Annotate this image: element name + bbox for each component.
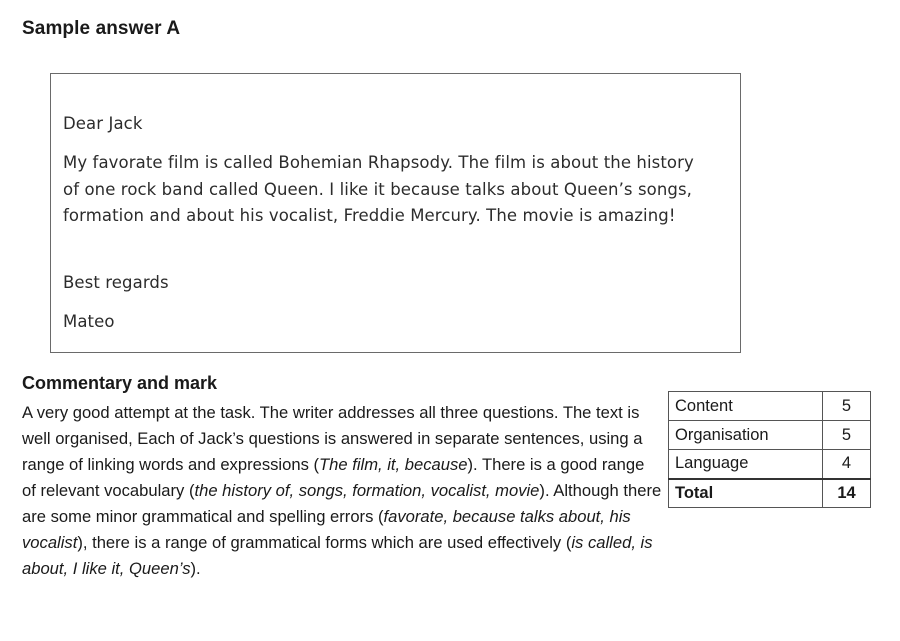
letter-signature: Mateo — [63, 312, 115, 331]
marks-row-language — [669, 450, 871, 479]
page-heading: Sample answer A — [22, 18, 181, 39]
criterion-score: 5 — [823, 421, 871, 450]
criterion-label: Content — [669, 392, 823, 421]
commentary-segment: ), there is a range of grammatical forms which are used effectively ( — [77, 533, 572, 552]
sample-letter — [50, 73, 741, 353]
commentary-example: favorate, because talks about, his vocalist — [22, 507, 631, 552]
letter-body: My favorate film is called Bohemian Rhapsody. The film is about the history of one rock band called Queen. I like it because talks about Queen’s songs, formation and about his vocalist, Freddie Mercury. The movie is amazing! — [63, 153, 694, 225]
commentary-text — [22, 400, 662, 582]
criterion-label: Language — [669, 450, 823, 479]
commentary-example: is called, is about, I like it, Queen’s — [22, 533, 653, 578]
letter-closing: Best regards — [63, 273, 169, 292]
commentary-segment: ). Although there are some minor grammatical and spelling errors ( — [22, 481, 662, 526]
total-label: Total — [669, 479, 823, 508]
commentary-example: the history of, songs, formation, vocalist, movie — [194, 481, 540, 500]
criterion-score: 4 — [823, 450, 871, 479]
criterion-score: 5 — [823, 392, 871, 421]
marks-row-total — [669, 479, 871, 508]
criterion-label: Organisation — [669, 421, 823, 450]
commentary-segment: ). There is a good range of relevant vocabulary ( — [22, 455, 645, 500]
commentary-segment: A very good attempt at the task. The writer addresses all three questions. The text is well organised, Each of Jack’s questions is answered in separate sentences, using a range of linking words and expressions ( — [22, 403, 643, 474]
marks-table — [668, 391, 871, 508]
letter-salutation: Dear Jack — [63, 114, 143, 133]
total-score: 14 — [823, 479, 871, 508]
marks-row-organisation — [669, 421, 871, 450]
commentary-title: Commentary and mark — [22, 373, 218, 393]
commentary-segment: ). — [190, 559, 201, 578]
commentary-example: The film, it, because — [319, 455, 468, 474]
marks-row-content — [669, 392, 871, 421]
